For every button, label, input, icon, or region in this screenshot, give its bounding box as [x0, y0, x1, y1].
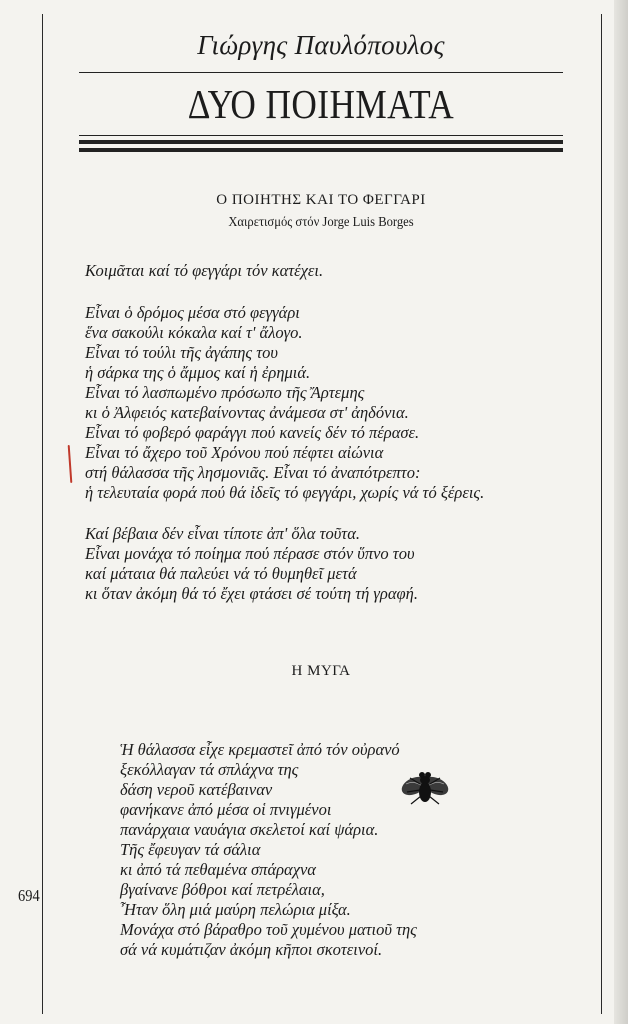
- header-rule-2: [79, 140, 563, 144]
- poem-line: στή θάλασσα τῆς λησμονιᾶς. Εἶναι τό ἀναπότρεπτο:: [85, 463, 421, 482]
- page-number: 694: [18, 886, 40, 905]
- poem-line: ἕνα σακούλι κόκαλα καί τ' ἄλογο.: [85, 323, 303, 342]
- poem-line: σά νά κυμάτιζαν ἀκόμη κῆποι σκοτεινοί.: [120, 940, 383, 959]
- poem-title: Ο ΠΟΙΗΤΗΣ ΚΑΙ ΤΟ ΦΕΓΓΑΡΙ: [216, 192, 426, 208]
- poem-line: Εἶναι ὁ δρόμος μέσα στό φεγγάρι: [85, 303, 300, 322]
- poem-line: κι ὁ Ἀλφειός κατεβαίνοντας ἀνάμεσα στ' ἀηδόνια.: [85, 403, 409, 422]
- poem-line: Ἡ θάλασσα εἶχε κρεμαστεῖ ἀπό τόν οὐρανό: [120, 740, 400, 759]
- poem-line: ξεκόλλαγαν τά σπλάχνα της: [120, 760, 299, 779]
- poem-line: Μονάχα στό βάραθρο τοῦ χυμένου ματιοῦ της: [120, 920, 417, 939]
- left-margin-rule: [42, 14, 43, 1014]
- fly-icon: [398, 766, 452, 808]
- poem-line: φανήκανε ἀπό μέσα οἱ πνιγμένοι: [120, 800, 332, 819]
- poem-line: Εἶναι τό ἄχερο τοῦ Χρόνου πού πέφτει αἰώνια: [85, 443, 384, 462]
- right-margin-rule: [601, 14, 602, 1014]
- page-title: ΔΥΟ ΠΟΙΗΜΑΤΑ: [187, 81, 455, 127]
- poem-line: δάση νεροῦ κατέβαιναν: [120, 780, 273, 799]
- poem-line: Τῆς ἔφευγαν τά σάλια: [120, 840, 261, 859]
- poem-line: βγαίνανε βόθροι καί πετρέλαια,: [120, 880, 325, 899]
- poem-line: κι ἀπό τά πεθαμένα σπάραχνα: [120, 860, 316, 879]
- header-rule-1: [79, 135, 563, 136]
- poem-line: Κοιμᾶται καί τό φεγγάρι τόν κατέχει.: [85, 261, 324, 280]
- poem-line: ἡ τελευταία φορά πού θά ἰδεῖς τό φεγγάρι, χωρίς νά τό ξέρεις.: [85, 483, 485, 502]
- poem-title: Η ΜΥΓΑ: [291, 663, 351, 679]
- poem-dedication: Χαιρετισμός στόν Jorge Luis Borges: [228, 215, 414, 230]
- margin-pencil-mark: [68, 445, 72, 483]
- poem-line: Καί βέβαια δέν εἶναι τίποτε ἀπ' ὅλα τοῦτα.: [85, 524, 360, 543]
- page-edge: [614, 0, 628, 1024]
- poem-line: καί μάταια θά παλεύει νά τό θυμηθεῖ μετά: [85, 564, 357, 583]
- author-name: Γιώργης Παυλόπουλος: [197, 30, 445, 60]
- poem-line: Εἶναι τό τούλι τῆς ἀγάπης του: [85, 343, 278, 362]
- poem-line: ἡ σάρκα της ὁ ἄμμος καί ἡ ἐρημιά.: [85, 363, 311, 382]
- poem-line: Εἶναι μονάχα τό ποίημα πού πέρασε στόν ὕπνο του: [85, 544, 415, 563]
- poem-line: πανάρχαια ναυάγια σκελετοί καί ψάρια.: [120, 820, 379, 839]
- header-rule-3: [79, 148, 563, 152]
- poem-line: Εἶναι τό φοβερό φαράγγι πού κανείς δέν τό πέρασε.: [85, 423, 420, 442]
- poem-line: Εἶναι τό λασπωμένο πρόσωπο τῆς Ἄρτεμης: [85, 383, 365, 402]
- poem-line: Ἦταν ὅλη μιά μαύρη πελώρια μίξα.: [120, 900, 351, 919]
- header-rule-top: [79, 72, 563, 73]
- poem-line: κι ὅταν ἀκόμη θά τό ἔχει φτάσει σέ τούτη τή γραφή.: [85, 584, 418, 603]
